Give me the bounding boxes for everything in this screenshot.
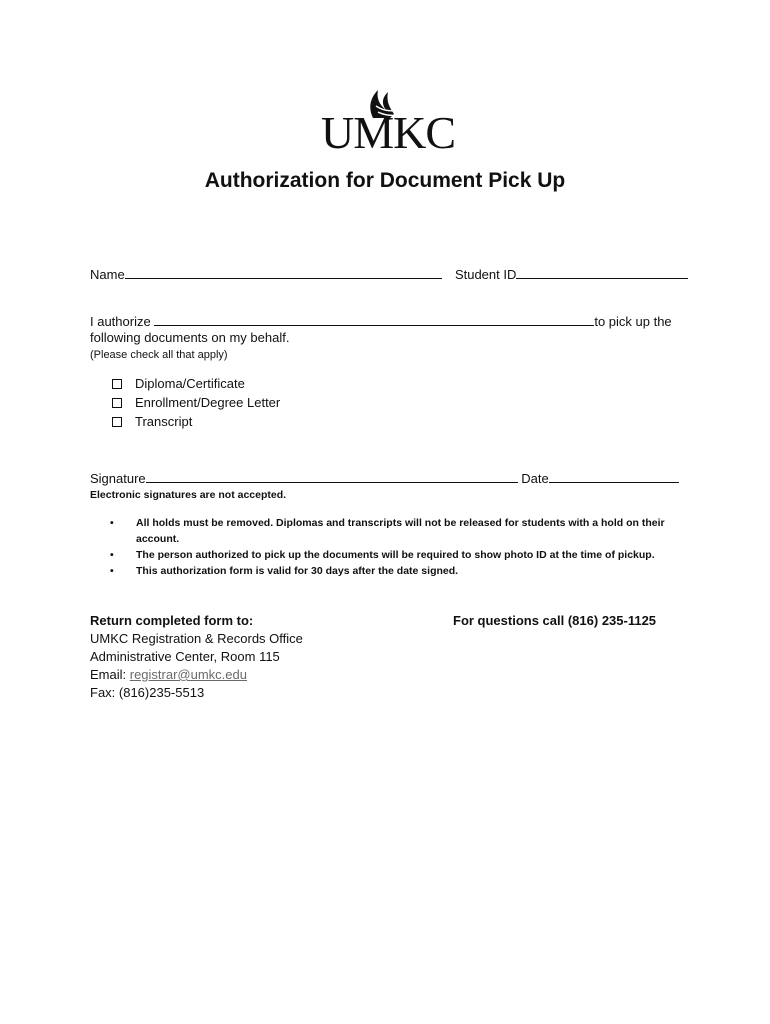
office-address: Administrative Center, Room 115 [90,649,280,664]
student-id-field[interactable] [516,266,688,279]
email-label: Email: [90,667,130,682]
list-item [110,547,670,563]
checkbox[interactable] [112,379,122,389]
page-title: Authorization for Document Pick Up [204,169,566,192]
authorized-person-field[interactable] [154,313,594,326]
signature-row [90,470,679,487]
check-hint: (Please check all that apply) [90,349,228,361]
note-text: All holds must be removed. Diplomas and transcripts will not be released for students with a hold on their account. [136,517,665,545]
umkc-logo [318,88,458,158]
email-link[interactable]: registrar@umkc.edu [129,667,247,682]
notes-list [110,515,670,579]
bullet-icon: • [110,549,114,561]
checkbox[interactable] [112,398,122,408]
office-name: UMKC Registration & Records Office [90,631,303,646]
name-field[interactable] [125,266,442,279]
signature-field[interactable] [146,470,518,483]
signature-note: Electronic signatures are not accepted. [90,489,287,501]
date-field[interactable] [549,470,679,483]
date-label: Date [521,471,549,486]
document-checklist [112,374,280,431]
bullet-icon: • [110,517,114,529]
checklist-item-transcript[interactable] [112,412,280,431]
authorize-row [90,313,672,330]
name-label: Name [90,267,125,282]
checklist-item-diploma[interactable] [112,374,280,393]
return-address-block [90,612,303,702]
authorize-label: I authorize [90,314,151,329]
authorize-suffix: to pick up the [594,314,672,329]
name-row [90,266,688,283]
list-item [110,515,670,547]
return-heading: Return completed form to: [90,613,254,628]
fax-line: Fax: (816)235-5513 [90,685,205,700]
email-line [90,666,303,684]
checklist-item-enrollment[interactable] [112,393,280,412]
note-text: The person authorized to pick up the documents will be required to show photo ID at the time of pickup. [136,549,655,561]
signature-label: Signature [90,471,146,486]
note-text: This authorization form is valid for 30 days after the date signed. [136,565,459,577]
checklist-label: Transcript [135,413,193,429]
checkbox[interactable] [112,417,122,427]
questions-phone: For questions call (816) 235-1125 [453,613,657,628]
bullet-icon: • [110,565,114,577]
checklist-label: Diploma/Certificate [135,375,245,391]
authorize-line2: following documents on my behalf. [90,330,290,345]
logo-wordmark: UMKC [320,107,456,158]
checklist-label: Enrollment/Degree Letter [135,394,281,410]
list-item [110,563,670,579]
student-id-label: Student ID [454,267,517,282]
